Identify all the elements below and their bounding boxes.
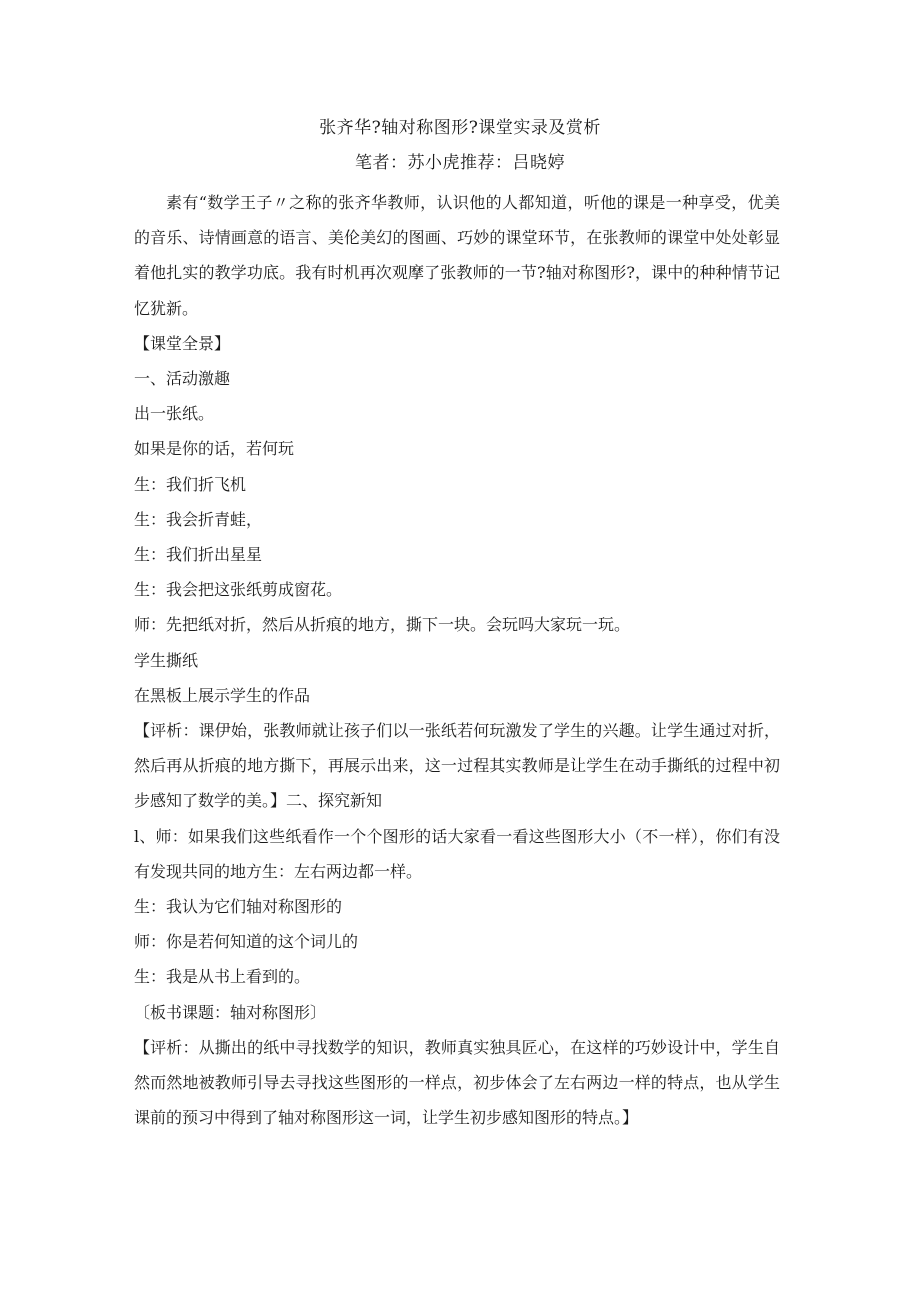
body-line: 出一张纸。: [134, 404, 215, 424]
commentary-paragraph: 【评析：从撕出的纸中寻找数学的知识，教师真实独具匠心，在这样的巧妙设计中，学生自然而然地被教师引导去寻找这些图形的一样点，初步体会了左右两边一样的特点，也从学生课前的预习中得到了轴对称图形这一词，让学生初步感知图形的特点。】: [134, 1037, 780, 1128]
intro-paragraph: 素有“数学王子〃之称的张齐华教师，认识他的人都知道，听他的课是一种享受，优美的音乐、诗情画意的语言、美伦美幻的图画、巧妙的课堂环节，在张教师的课堂中处处彰显着他扎实的教学功底。我有时机再次观摩了张教师的一节?轴对称图形?，课中的种种情节记忆犹新。: [134, 193, 780, 318]
dialogue-paragraph: l、师：如果我们这些纸看作一个个图形的话大家看一看这些图形大小（不一样），你们有没有发现共同的地方生：左右两边都一样。: [134, 826, 780, 881]
blackboard-note: 〔板书课题：轴对称图形〕: [134, 1002, 327, 1022]
dialogue-line: 师：你是若何知道的这个词儿的: [134, 932, 359, 952]
document-byline: 笔者：苏小虎推荐：吕晓婷: [355, 153, 565, 173]
body-line: 学生撕纸: [134, 650, 199, 670]
body-line: 如果是你的话，若何玩: [134, 439, 295, 459]
dialogue-line: 生：我会把这张纸剪成窗花。: [134, 580, 343, 600]
dialogue-line: 生：我会折青蛙，: [134, 509, 263, 529]
document-title: 张齐华?轴对称图形?课堂实录及赏析: [319, 118, 601, 138]
subsection-heading: 一、活动激趣: [134, 369, 231, 389]
dialogue-line: 生：我们折飞机: [134, 474, 247, 494]
section-heading: 【课堂全景】: [134, 333, 231, 353]
dialogue-line: 生：我们折出星星: [134, 545, 263, 565]
dialogue-line: 师：先把纸对折，然后从折痕的地方，撕下一块。会玩吗大家玩一玩。: [134, 615, 631, 635]
commentary-paragraph: 【评析：课伊始，张教师就让孩子们以一张纸若何玩激发了学生的兴趣。让学生通过对折，然后再从折痕的地方撕下，再展示出来，这一过程其实教师是让学生在动手撕纸的过程中初步感知了数学的美。】二、探究新知: [134, 721, 780, 811]
dialogue-line: 生：我是从书上看到的。: [134, 967, 311, 987]
dialogue-line: 生：我认为它们轴对称图形的: [134, 897, 343, 917]
document-body: [134, 185, 780, 1135]
body-line: 在黑板上展示学生的作品: [134, 685, 311, 705]
